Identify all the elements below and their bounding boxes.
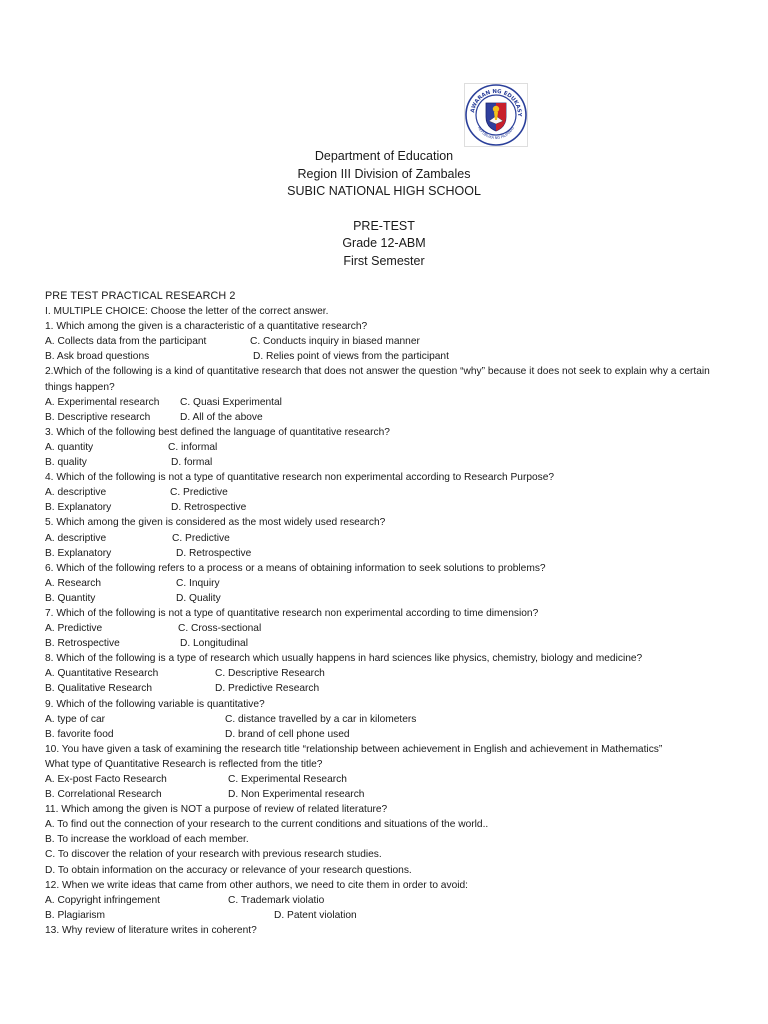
option-left: B. Plagiarism — [45, 909, 106, 921]
option-left: B. Qualitative Research — [45, 683, 153, 695]
option-line — [45, 908, 735, 923]
deped-seal — [464, 83, 528, 147]
question-line: B. To increase the workload of each member. — [45, 834, 249, 846]
option-line — [45, 349, 735, 364]
question-line: 5. Which among the given is considered as the most widely used research? — [45, 517, 386, 529]
option-line — [45, 787, 735, 802]
document-header — [0, 148, 768, 270]
option-line — [45, 666, 735, 681]
option-left: A. Ex-post Facto Research — [45, 774, 167, 785]
option-right: C. informal — [168, 441, 218, 453]
question-line: What type of Quantitative Research is reflected from the title? — [45, 758, 323, 770]
header-grade: Grade 12-ABM — [342, 236, 426, 250]
option-line — [45, 636, 735, 651]
question-line: 7. Which of the following is not a type of quantitative research non experimental according to time dimension? — [45, 607, 539, 619]
option-left: A. Copyright infringement — [45, 894, 160, 906]
question-line: 1. Which among the given is a characteristic of a quantitative research? — [45, 321, 368, 333]
question-line: 12. When we write ideas that came from other authors, we need to cite them in order to avoid: — [45, 879, 468, 891]
option-right: C. Experimental Research — [228, 774, 347, 785]
question-line: 8. Which of the following is a type of research which usually happens in hard sciences like physics, chemistry, biology and medicine? — [45, 653, 643, 665]
option-line — [45, 334, 735, 349]
option-line — [45, 531, 735, 546]
option-line — [45, 546, 735, 561]
question-line: C. To discover the relation of your research with previous research studies. — [45, 849, 382, 861]
option-right: D. formal — [171, 457, 213, 469]
question-line: 10. You have given a task of examining the research title “relationship between achievement in English and achievement in Mathematics” — [45, 743, 663, 755]
option-line — [45, 893, 735, 908]
option-line — [45, 621, 735, 636]
option-line — [45, 727, 735, 742]
option-right: C. Descriptive Research — [215, 668, 325, 680]
question-line: 2.Which of the following is a kind of quantitative research that does not answer the question “why” because it does not seek to explain why a certain things happen? — [45, 366, 710, 393]
question-line: 11. Which among the given is NOT a purpose of review of related literature? — [45, 804, 388, 816]
option-line — [45, 410, 735, 425]
option-right: C. Cross-sectional — [178, 623, 262, 635]
option-right: C. Inquiry — [176, 577, 220, 589]
question-list — [45, 319, 735, 938]
header-region: Region III Division of Zambales — [297, 166, 471, 181]
option-right: D. Retrospective — [171, 502, 247, 514]
option-left: B. quality — [45, 457, 87, 469]
option-line — [45, 712, 735, 727]
option-line — [45, 772, 735, 787]
option-left: B. Ask broad questions — [45, 351, 150, 363]
option-line — [45, 440, 735, 455]
option-right: D. Non Experimental research — [228, 789, 365, 801]
question-line: 9. Which of the following variable is quantitative? — [45, 698, 265, 710]
option-right: C. Conducts inquiry in biased manner — [250, 336, 420, 348]
option-left: B. Explanatory — [45, 502, 112, 514]
option-line — [45, 395, 735, 410]
test-content — [45, 289, 735, 938]
deped-seal-icon — [464, 83, 528, 147]
option-left: A. Collects data from the participant — [45, 336, 207, 348]
seal-top-text: AWARAN NG EDUKASY — [470, 88, 523, 117]
document-title: PRE TEST PRACTICAL RESEARCH 2 — [45, 290, 236, 302]
option-left: B. Retrospective — [45, 638, 120, 650]
option-left: B. Quantity — [45, 592, 96, 604]
question-line: 6. Which of the following refers to a process or a means of obtaining information to seek solutions to problems? — [45, 562, 546, 574]
option-left: A. type of car — [45, 713, 106, 725]
option-left: B. Correlational Research — [45, 789, 162, 801]
header-gap — [0, 201, 768, 218]
option-right: D. Longitudinal — [180, 638, 248, 650]
header-semester: First Semester — [343, 253, 425, 268]
option-right: D. Predictive Research — [215, 683, 320, 695]
question-line: 13. Why review of literature writes in coherent? — [45, 924, 257, 936]
option-right: C. Quasi Experimental — [180, 396, 282, 408]
question-line: A. To find out the connection of your research to the current conditions and situations of the world.. — [45, 819, 489, 831]
header-school: SUBIC NATIONAL HIGH SCHOOL — [287, 184, 481, 198]
option-left: B. Descriptive research — [45, 411, 151, 423]
option-left: A. Predictive — [45, 623, 103, 635]
option-left: A. descriptive — [45, 532, 107, 544]
option-right: D. Relies point of views from the participant — [253, 351, 449, 363]
question-line: 3. Which of the following best defined the language of quantitative research? — [45, 426, 390, 438]
option-right: D. Quality — [176, 592, 221, 604]
option-right: C. Predictive — [172, 532, 230, 544]
option-right: D. Retrospective — [176, 547, 252, 559]
question-line: D. To obtain information on the accuracy or relevance of your research questions. — [45, 864, 412, 876]
option-line — [45, 591, 735, 606]
option-right: D. Patent violation — [274, 909, 357, 921]
option-line — [45, 576, 735, 591]
option-left: B. Explanatory — [45, 547, 112, 559]
option-line — [45, 485, 735, 500]
option-left: A. Quantitative Research — [45, 668, 159, 680]
question-line: 4. Which of the following is not a type of quantitative research non experimental according to Research Purpose? — [45, 472, 555, 484]
option-line — [45, 681, 735, 696]
header-test: PRE-TEST — [353, 218, 415, 233]
instructions: I. MULTIPLE CHOICE: Choose the letter of the correct answer. — [45, 306, 329, 318]
option-line — [45, 500, 735, 515]
option-right: C. Trademark violatio — [228, 894, 325, 906]
option-right: D. brand of cell phone used — [225, 728, 350, 740]
header-department: Department of Education — [314, 149, 454, 163]
option-right: C. distance travelled by a car in kilometers — [225, 713, 417, 725]
option-left: B. favorite food — [45, 728, 114, 740]
option-left: A. quantity — [45, 441, 94, 453]
option-right: C. Predictive — [170, 487, 228, 499]
option-left: A. Research — [45, 577, 102, 589]
seal-bottom-text: REPUBLIKA NG PILIPINAS — [477, 126, 515, 141]
option-left: A. Experimental research — [45, 396, 160, 408]
option-right: D. All of the above — [180, 411, 263, 423]
option-left: A. descriptive — [45, 487, 107, 499]
option-line — [45, 455, 735, 470]
